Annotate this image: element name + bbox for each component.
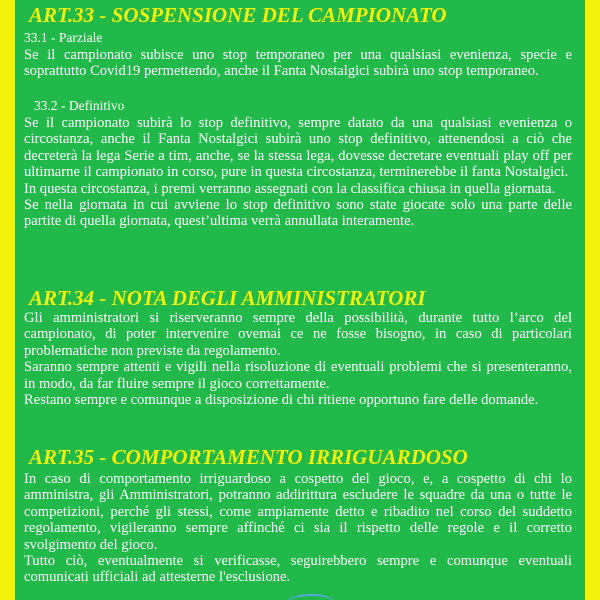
art33-text-2b: In questa circostanza, i premi verranno assegnati con la classifica chiusa in quella giornata.	[24, 180, 556, 197]
art34-paragraph	[24, 310, 572, 408]
art33-text-2c: Se nella giornata in cui avviene lo stop definitivo sono state giocate solo una parte delle partite di quella giornata, quest’ultima verrà annullata interamente.	[24, 197, 572, 230]
art34-text-2: Saranno sempre attenti e vigili nella risoluzione di eventuali problemi che si presenteranno, in modo, da far fluire sempre il gioco correttamente.	[24, 359, 572, 392]
art34-text-1: Gli amministratori si riserveranno sempre della possibilità, durante tutto l’arco del campionato, di poter intervenire ovemai ce ne fosse bisogno, in caso di particolari problematiche non previste da regolamento.	[24, 310, 572, 359]
art35-heading: ART.35 - COMPORTAMENTO IRRIGUARDOSO	[29, 445, 468, 469]
art35-paragraph	[24, 471, 572, 586]
art33-paragraph-1	[24, 47, 572, 80]
art35-text-1: In caso di comportamento irriguardoso a cospetto del gioco, e, a cospetto di chi lo amministra, gli Amministratori, potranno addirittura escludere le squadre da una o tutte le competizioni, perché gli stessi, come ampiamente detto e ribadito nel corso del suddetto regolamento, vigileranno sempre affinché ci sia il rispetto delle regole e il corretto svolgimento del gioco.	[24, 471, 572, 553]
art33-text-2a: Se il campionato subirà lo stop definitivo, sempre datato da una qualsiasi evenienza o circostanza, anche il Fanta Nostalgici subirà uno stop definitivo, attenendosi a ciò che decreterà la lega Serie a tim, anche, se la stessa lega, dovesse decretare eventuali play off per ultimarne il campionato in corso, pure in questa circostanza, terminerebbe il fanta Nostalgici.	[24, 115, 572, 181]
art33-paragraph-2	[24, 115, 572, 230]
art33-heading: ART.33 - SOSPENSIONE DEL CAMPIONATO	[29, 3, 447, 27]
art35-text-2: Tutto ciò, eventualmente si verificasse, seguirebbero sempre e comunque eventuali comunicati ufficiali ad attesterne l'esclusione.	[24, 553, 572, 586]
art34-text-3: Restano sempre e comunque a disposizione di chi ritiene opportuno fare delle domande.	[24, 392, 539, 409]
art34-heading: ART.34 - NOTA DEGLI AMMINISTRATORI	[29, 286, 426, 310]
art33-text-1: Se il campionato subisce uno stop temporaneo per una qualsiasi evenienza, specie e soprattutto Covid19 permettendo, anche il Fanta Nostalgici subirà uno stop temporaneo.	[24, 47, 572, 80]
decorative-circle-edge	[287, 594, 335, 600]
content-panel	[15, 0, 585, 600]
art33-sub2-label: 33.2 - Definitivo	[34, 98, 125, 113]
art33-sub1-label: 33.1 - Parziale	[24, 30, 103, 45]
